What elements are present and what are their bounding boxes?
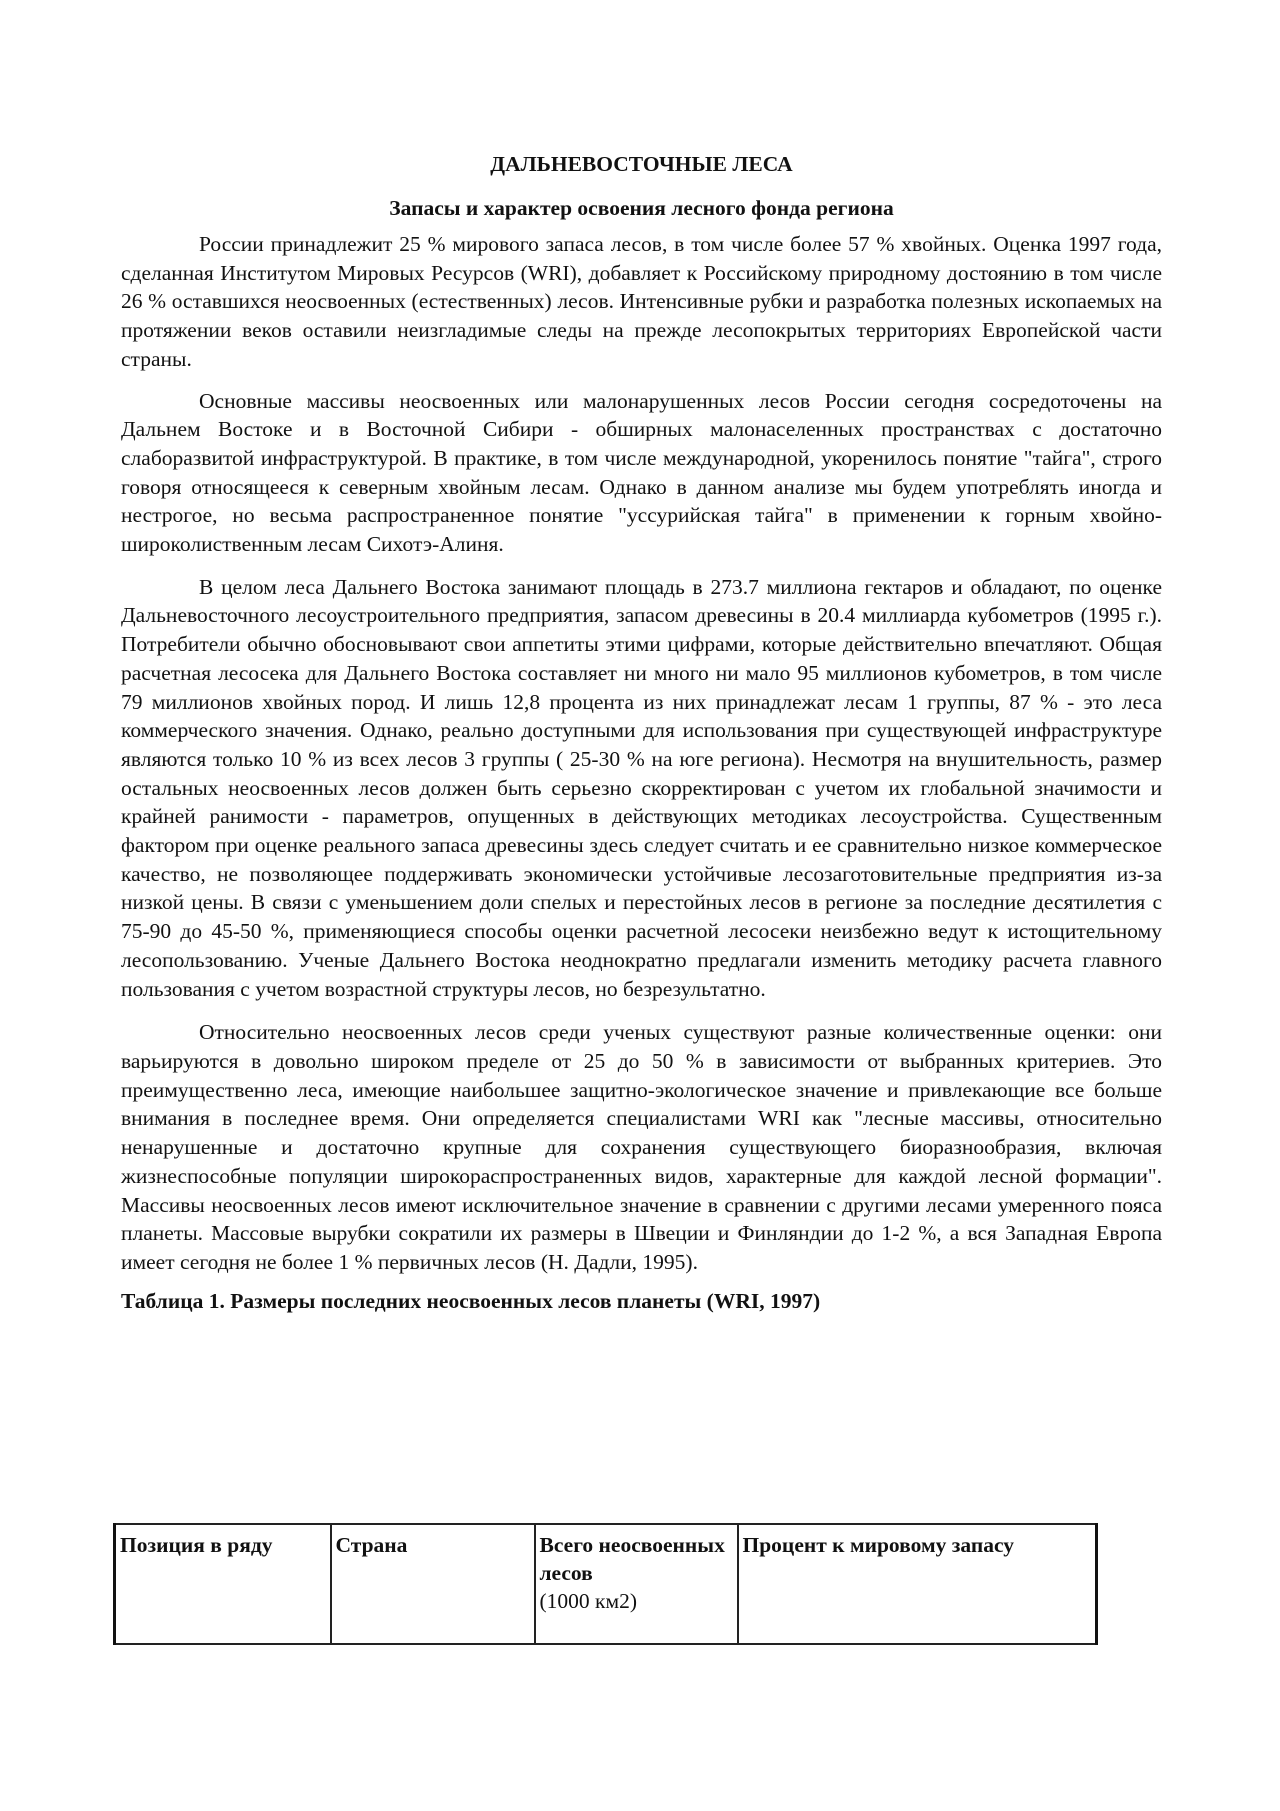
header-rank: Позиция в ряду <box>120 1533 273 1557</box>
document-title: ДАЛЬНЕВОСТОЧНЫЕ ЛЕСА <box>490 152 793 176</box>
document-subtitle: Запасы и характер освоения лесного фонда региона <box>389 196 894 220</box>
header-cell-rank <box>115 1524 331 1644</box>
header-percent: Процент к мировому запасу <box>742 1533 1014 1557</box>
table-caption: Таблица 1. Размеры последних неосвоенных лесов планеты (WRI, 1997) <box>121 1288 821 1313</box>
paragraph-3: В целом леса Дальнего Востока занимают площадь в 273.7 миллиона гектаров и обладают, по оценке Дальневосточного лесоустроительного предприятия, запасом древесины в 20.4 миллиарда кубометров (1995 г.). Потребители обычно обосновывают свои аппетиты этими цифрами, которые действительно впечатляют. Общая расчетная лесосека для Дальнего Востока составляет ни много ни мало 95 миллионов кубометров, в том числе 79 миллионов хвойных пород. И лишь 12,8 процента из них принадлежат лесам 1 группы, 87 % - это леса коммерческого значения. Однако, реально доступными для использования при существующей инфраструктуре являются только 10 % из всех лесов 3 группы ( 25-30 % на юге региона). Несмотря на внушительность, размер остальных неосвоенных лесов должен быть серьезно скорректирован с учетом их глобальной значимости и крайней ранимости - параметров, опущенных в действующих методиках лесоустройства. Существенным фактором при оценке реального запаса древесины здесь следует считать и ее сравнительно низкое коммерческое качество, не позволяющее поддерживать экономически устойчивые лесозаготовительные предприятия из-за низкой цены. В связи с уменьшением доли спелых и перестойных лесов в регионе за последние десятилетия с 75-90 до 45-50 %, применяющиеся способы оценки расчетной лесосеки неизбежно ведут к истощительному лесопользованию. Ученые Дальнего Востока неоднократно предлагали изменить методику расчета главного пользования с учетом возрастной структуры лесов, но безрезультатно. <box>121 574 1162 1001</box>
paragraph-4: Относительно неосвоенных лесов среди ученых существуют разные количественные оценки: они варьируются в довольно широком пределе от 25 до 50 % в зависимости от выбранных критериев. Это преимущественно леса, имеющие наибольшее защитно-экологическое значение и привлекающие все больше внимания в последнее время. Они определяется специалистами WRI как "лесные массивы, относительно ненарушенные и достаточно крупные для сохранения существующего биоразнообразия, включая жизнеспособные популяции широкораспространенных видов, характерные для каждой лесной формации". Массивы неосвоенных лесов имеют исключительное значение в сравнении с другими лесами умеренного пояса планеты. Массовые вырубки сократили их размеры в Швеции и Финляндии до 1-2 %, а вся Западная Европа имеет сегодня не более 1 % первичных лесов (Н. Дадли, 1995). <box>121 1020 1162 1274</box>
paragraph-1: России принадлежит 25 % мирового запаса лесов, в том числе более 57 % хвойных. Оценка 1997 года, сделанная Институтом Мировых Ресурсов (WRI), добавляет к Российскому природному достоянию в том числе 26 % оставшихся неосвоенных (естественных) лесов. Интенсивные рубки и разработка полезных ископаемых на протяжении веков оставили неизгладимые следы на прежде лесопокрытых территориях Европейской части страны. <box>121 232 1162 371</box>
header-cell-percent <box>738 1524 1097 1644</box>
document-body <box>121 150 1162 1315</box>
paragraph-2: Основные массивы неосвоенных или малонарушенных лесов России сегодня сосредоточены на Дальнем Востоке и в Восточной Сибири - обширных малонаселенных пространствах с достаточно слаборазвитой инфраструктурой. В практике, в том числе международной, укоренилось понятие "тайга", строго говоря относящееся к северным хвойным лесам. Однако в данном анализе мы будем употреблять иногда и нестрогое, но весьма распространенное понятие "уссурийская тайга" в применении к горным хвойно-широколиственным лесам Сихотэ-Алиня. <box>121 388 1162 557</box>
header-country: Страна <box>335 1533 408 1557</box>
header-cell-total <box>535 1524 738 1644</box>
header-cell-country <box>331 1524 535 1644</box>
header-total: Всего неосвоенных лесов <box>539 1533 725 1585</box>
table-header-row <box>115 1524 1097 1644</box>
forest-table <box>113 1523 1098 1645</box>
header-total-unit: (1000 км2) <box>539 1589 637 1613</box>
